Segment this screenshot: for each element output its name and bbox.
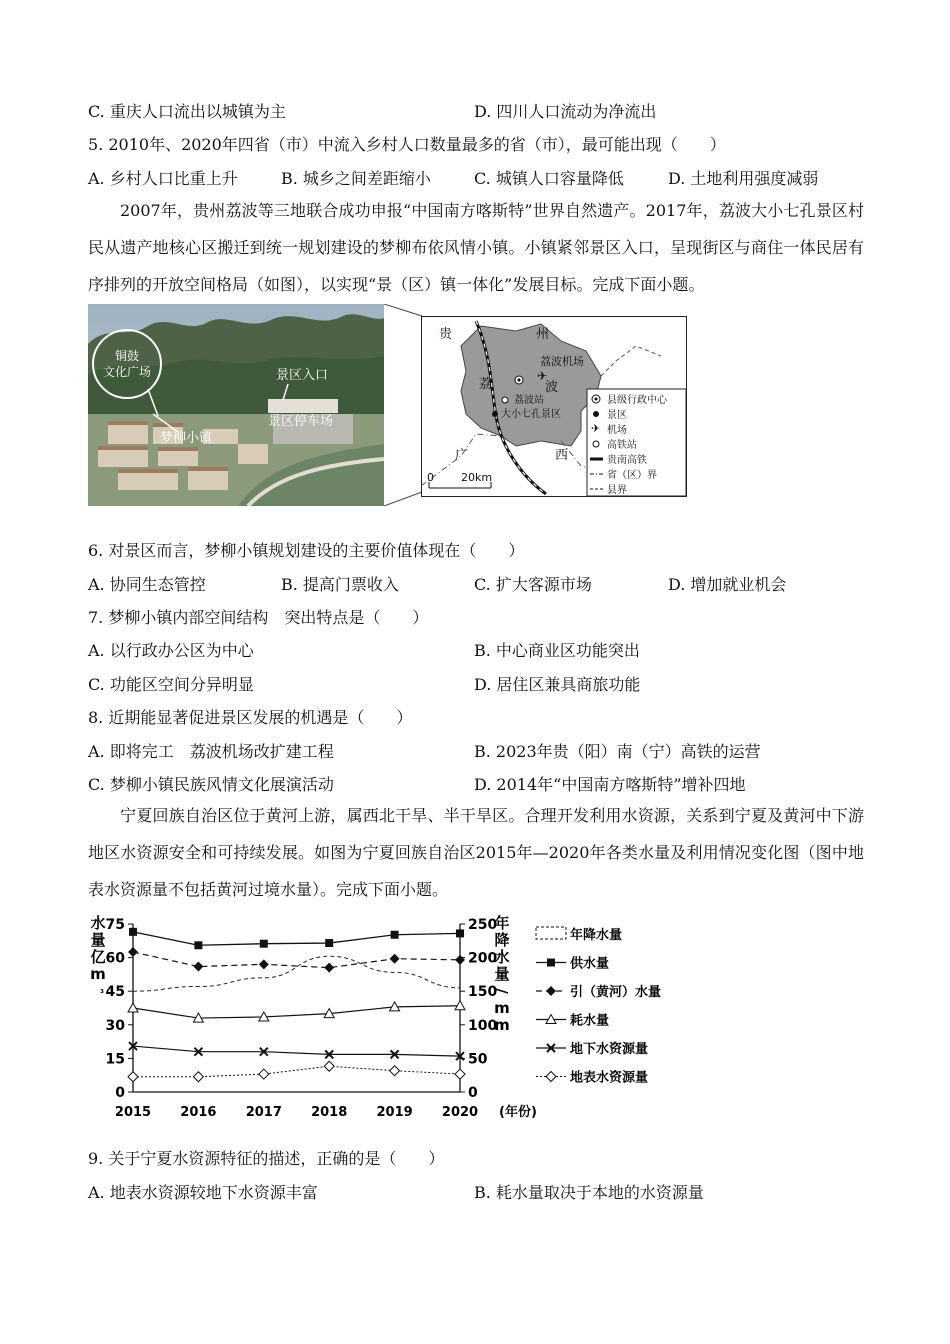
series-4 [129, 1042, 464, 1060]
q6-option-b: B. 提高门票收入 [281, 575, 399, 594]
tick-label-x: 2015 [114, 1105, 152, 1120]
legend-airport: 机场 [607, 425, 627, 436]
data-point [128, 1072, 138, 1082]
q5-option-d: D. 土地利用强度减弱 [668, 169, 819, 188]
legend-county-center: 县级行政中心 [607, 395, 667, 406]
series-line [133, 956, 460, 991]
svg-text:m: m [494, 999, 510, 1017]
legend-marker [546, 986, 556, 996]
tick-label-left: 15 [105, 1051, 125, 1068]
label-parking: 景区停车场 [268, 414, 334, 429]
series-1 [129, 928, 464, 949]
q5-option-a: A. 乡村人口比重上升 [88, 169, 238, 188]
data-point [129, 928, 137, 936]
data-point [128, 1003, 138, 1012]
data-point [324, 1061, 334, 1071]
water-chart [88, 912, 678, 1122]
legend-label: 地表水资源量 [570, 1070, 649, 1086]
series-line [133, 1066, 460, 1077]
map-label-station: 荔波站 [514, 395, 544, 406]
series-line [133, 952, 460, 968]
q9-option-a: A. 地表水资源较地下水资源丰富 [88, 1183, 318, 1202]
legend-scenic: 景区 [607, 410, 627, 421]
map-label-bo: 波 [545, 380, 559, 395]
tick-label-x: 2020 [441, 1105, 479, 1120]
series-line [133, 932, 460, 945]
legend-hsr-station: 高铁站 [607, 440, 637, 451]
connector-lines [384, 304, 424, 506]
svg-text:降: 降 [494, 931, 510, 949]
q8-option-a: A. 即将完工 荔波机场改扩建工程 [88, 742, 334, 761]
q7-option-c: C. 功能区空间分异明显 [88, 675, 254, 694]
data-point [455, 955, 465, 965]
map-label-guang: 广 [455, 448, 469, 463]
svg-text:m: m [494, 1016, 510, 1034]
legend-swatch [536, 927, 566, 939]
data-point [325, 939, 333, 947]
series-0 [133, 956, 460, 991]
tick-label-right: 0 [468, 1085, 478, 1101]
passage-ningxia: 宁夏回族自治区位于黄河上游，属西北干旱、半干旱区。合理开发利用水资源，关系到宁夏及黄河中下游地区水资源安全和可持续发展。如图为宁夏回族自治区2015年—2020年各类水量及利用情况变化图（图中地表水资源量不包括黄河过境水量）。完成下面小题。 [88, 806, 864, 899]
svg-text:水: 水 [494, 948, 510, 966]
tick-label-x: 2019 [376, 1105, 413, 1120]
data-point [390, 1066, 400, 1076]
tick-label-right: 50 [468, 1051, 488, 1068]
legend-label: 耗水量 [570, 1013, 610, 1029]
tick-label-right: 150 [468, 984, 498, 1001]
data-point [193, 1072, 203, 1082]
q6-option-a: A. 协同生态管控 [88, 575, 206, 594]
label-entrance: 景区入口 [276, 368, 329, 383]
legend-province-border: 省（区）界 [607, 470, 657, 481]
data-point [390, 954, 400, 964]
map-label-zhou: 州 [536, 327, 550, 342]
q4-option-c: C. 重庆人口流出以城镇为主 [88, 102, 286, 121]
series-line [133, 1006, 460, 1018]
svg-text:/: / [493, 988, 511, 994]
tick-label-left: 30 [105, 1017, 125, 1034]
map-label-li: 荔 [479, 377, 493, 392]
tick-label-right: 200 [468, 950, 498, 967]
data-point [260, 940, 268, 948]
q6-stem: 6. 对景区而言，梦柳小镇规划建设的主要价值体现在（ ） [88, 541, 525, 560]
data-point [259, 959, 269, 969]
tick-label-left: 0 [115, 1085, 125, 1101]
data-point [194, 941, 202, 949]
map-label-airport: 荔波机场 [540, 355, 584, 368]
x-axis-label: (年份) [499, 1105, 537, 1120]
passage-libo: 2007年，贵州荔波等三地联合成功申报“中国南方喀斯特”世界自然遗产。2017年，荔波大小七孔景区村民从遗产地核心区搬迁到统一规划建设的梦柳布依风情小镇。小镇紧邻景区入口，呈现街区与商住一体民居有序排列的开放空间格局（如图），以实现“景（区）镇一体化”发展目标。完成下面小题。 [88, 201, 864, 294]
town-photo [88, 304, 384, 506]
data-point [391, 931, 399, 939]
svg-text:水: 水 [90, 914, 106, 932]
q8-option-d: D. 2014年“中国南方喀斯特”增补四地 [474, 775, 746, 794]
legend-county-border: 县界 [607, 485, 627, 496]
label-square-2: 文化广场 [102, 365, 152, 379]
map-scale-label: 20km [461, 471, 493, 484]
legend-label: 引（黄河）水量 [570, 985, 662, 1000]
q5-stem: 5. 2010年、2020年四省（市）中流入乡村人口数量最多的省（市），最可能出现（ ） [88, 135, 726, 154]
data-point [128, 947, 138, 957]
map-label-scenic: 大小七孔景区 [501, 409, 561, 420]
map-label-xi: 西 [555, 448, 569, 463]
tick-label-left: 45 [105, 984, 125, 1001]
q7-option-b: B. 中心商业区功能突出 [474, 641, 640, 660]
legend-label: 年降水量 [570, 928, 623, 943]
y-axis-label-right [493, 914, 511, 1034]
svg-text:✈: ✈ [591, 422, 601, 435]
q8-option-c: C. 梦柳小镇民族风情文化展演活动 [88, 775, 334, 794]
q9-option-b: B. 耗水量取决于本地的水资源量 [474, 1183, 704, 1202]
legend-label: 供水量 [570, 956, 610, 972]
label-square-1: 铜鼓 [114, 349, 140, 363]
q6-option-c: C. 扩大客源市场 [474, 575, 592, 594]
svg-text:亿: 亿 [90, 948, 106, 966]
tick-label-x: 2016 [180, 1105, 217, 1120]
q9-stem: 9. 关于宁夏水资源特征的描述，正确的是（ ） [88, 1149, 445, 1168]
tick-label-x: 2017 [245, 1105, 282, 1120]
svg-text:年: 年 [494, 914, 510, 932]
tick-label-right: 250 [468, 917, 498, 933]
legend-marker [547, 959, 555, 967]
data-point [324, 963, 334, 973]
data-point [259, 1069, 269, 1079]
data-point [193, 962, 203, 972]
svg-text:量: 量 [90, 931, 106, 949]
svg-text:³: ³ [100, 989, 104, 999]
y-axis-label-left [90, 914, 106, 999]
series-5 [128, 1061, 465, 1082]
tick-label-x: 2018 [311, 1105, 348, 1120]
q6-option-d: D. 增加就业机会 [668, 575, 787, 594]
tick-label-left: 75 [105, 917, 125, 933]
q5-option-b: B. 城乡之间差距缩小 [281, 169, 431, 188]
tick-label-left: 60 [105, 950, 125, 967]
location-map [421, 316, 687, 497]
legend-label: 地下水资源量 [570, 1042, 649, 1057]
label-town: 梦柳小镇 [160, 431, 213, 446]
tick-label-right: 100 [468, 1017, 498, 1034]
svg-text:量: 量 [494, 965, 510, 983]
map-scale-zero: 0 [427, 471, 434, 484]
q7-option-d: D. 居住区兼具商旅功能 [474, 675, 641, 694]
q8-option-b: B. 2023年贵（阳）南（宁）高铁的运营 [474, 742, 761, 761]
svg-text:✈: ✈ [537, 369, 548, 383]
q7-stem: 7. 梦柳小镇内部空间结构 突出特点是（ ） [88, 608, 429, 627]
series-3 [128, 1001, 465, 1022]
series-line [133, 1046, 460, 1056]
q8-stem: 8. 近期能显著促进景区发展的机遇是（ ） [88, 708, 413, 727]
svg-text:m: m [90, 965, 106, 983]
data-point [456, 929, 464, 937]
series-2 [128, 947, 465, 973]
data-point [455, 1069, 465, 1079]
legend-marker [546, 1072, 556, 1082]
map-label-gui: 贵 [439, 327, 453, 342]
q4-option-d: D. 四川人口流动为净流出 [474, 102, 657, 121]
q7-option-a: A. 以行政办公区为中心 [88, 641, 254, 660]
legend-railway: 贵南高铁 [607, 455, 647, 466]
q5-option-c: C. 城镇人口容量降低 [474, 169, 624, 188]
